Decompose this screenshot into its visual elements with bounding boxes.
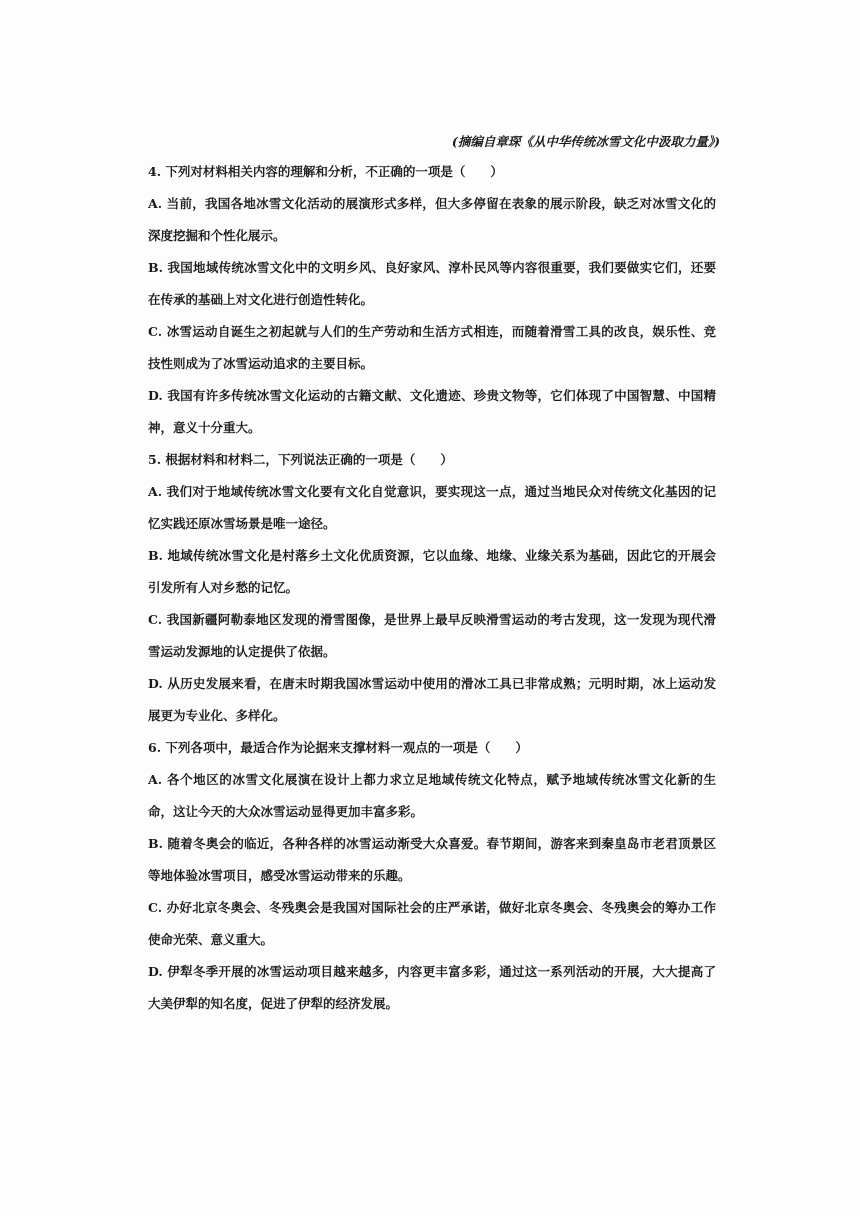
source-citation: (摘编自章琛《从中华传统冰雪文化中汲取力量》) <box>451 134 720 149</box>
question-stem: 5. 根据材料和材料二，下列说法正确的一项是（ ） <box>148 452 453 467</box>
option-d: D. 从历史发展来看，在唐末时期我国冰雪运动中使用的滑冰工具已非常成熟；元明时期，冰上运动发展更为专业化、多样化。 <box>148 676 716 723</box>
question-4 <box>148 156 716 444</box>
option-d: D. 伊犁冬季开展的冰雪运动项目越来越多，内容更丰富多彩，通过这一系列活动的开展，大大提高了大美伊犁的知名度，促进了伊犁的经济发展。 <box>148 964 716 1011</box>
exam-content <box>148 128 720 1020</box>
option-b: B. 我国地域传统冰雪文化中的文明乡风、良好家风、淳朴民风等内容很重要，我们要做实它们，还要在传承的基础上对文化进行创造性转化。 <box>148 260 716 307</box>
question-stem: 4. 下列对材料相关内容的理解和分析，不正确的一项是（ ） <box>148 164 503 179</box>
question-6 <box>148 732 716 1020</box>
option-a: A. 我们对于地域传统冰雪文化要有文化自觉意识，要实现这一点，通过当地民众对传统文化基因的记忆实践还原冰雪场景是唯一途径。 <box>148 484 716 531</box>
option-c: C. 冰雪运动自诞生之初起就与人们的生产劳动和生活方式相连，而随着滑雪工具的改良，娱乐性、竞技性则成为了冰雪运动追求的主要目标。 <box>148 324 716 371</box>
question-stem: 6. 下列各项中，最适合作为论据来支撑材料一观点的一项是（ ） <box>148 740 528 755</box>
option-a: A. 各个地区的冰雪文化展演在设计上都力求立足地域传统文化特点，赋予地域传统冰雪文化新的生命，这让今天的大众冰雪运动显得更加丰富多彩。 <box>148 772 716 819</box>
question-5 <box>148 444 716 732</box>
option-b: B. 随着冬奥会的临近，各种各样的冰雪运动渐受大众喜爱。春节期间，游客来到秦皇岛市老君顶景区等地体验冰雪项目，感受冰雪运动带来的乐趣。 <box>148 836 716 883</box>
option-b: B. 地域传统冰雪文化是村落乡土文化优质资源，它以血缘、地缘、业缘关系为基础，因此它的开展会引发所有人对乡愁的记忆。 <box>148 548 716 595</box>
option-c: C. 我国新疆阿勒泰地区发现的滑雪图像，是世界上最早反映滑雪运动的考古发现，这一发现为现代滑雪运动发源地的认定提供了依据。 <box>148 612 716 659</box>
option-c: C. 办好北京冬奥会、冬残奥会是我国对国际社会的庄严承诺，做好北京冬奥会、冬残奥会的筹办工作使命光荣、意义重大。 <box>148 900 716 947</box>
option-d: D. 我国有许多传统冰雪文化运动的古籍文献、文化遗迹、珍贵文物等，它们体现了中国智慧、中国精神，意义十分重大。 <box>148 388 716 435</box>
option-a: A. 当前，我国各地冰雪文化活动的展演形式多样，但大多停留在表象的展示阶段，缺乏对冰雪文化的深度挖掘和个性化展示。 <box>148 196 716 243</box>
